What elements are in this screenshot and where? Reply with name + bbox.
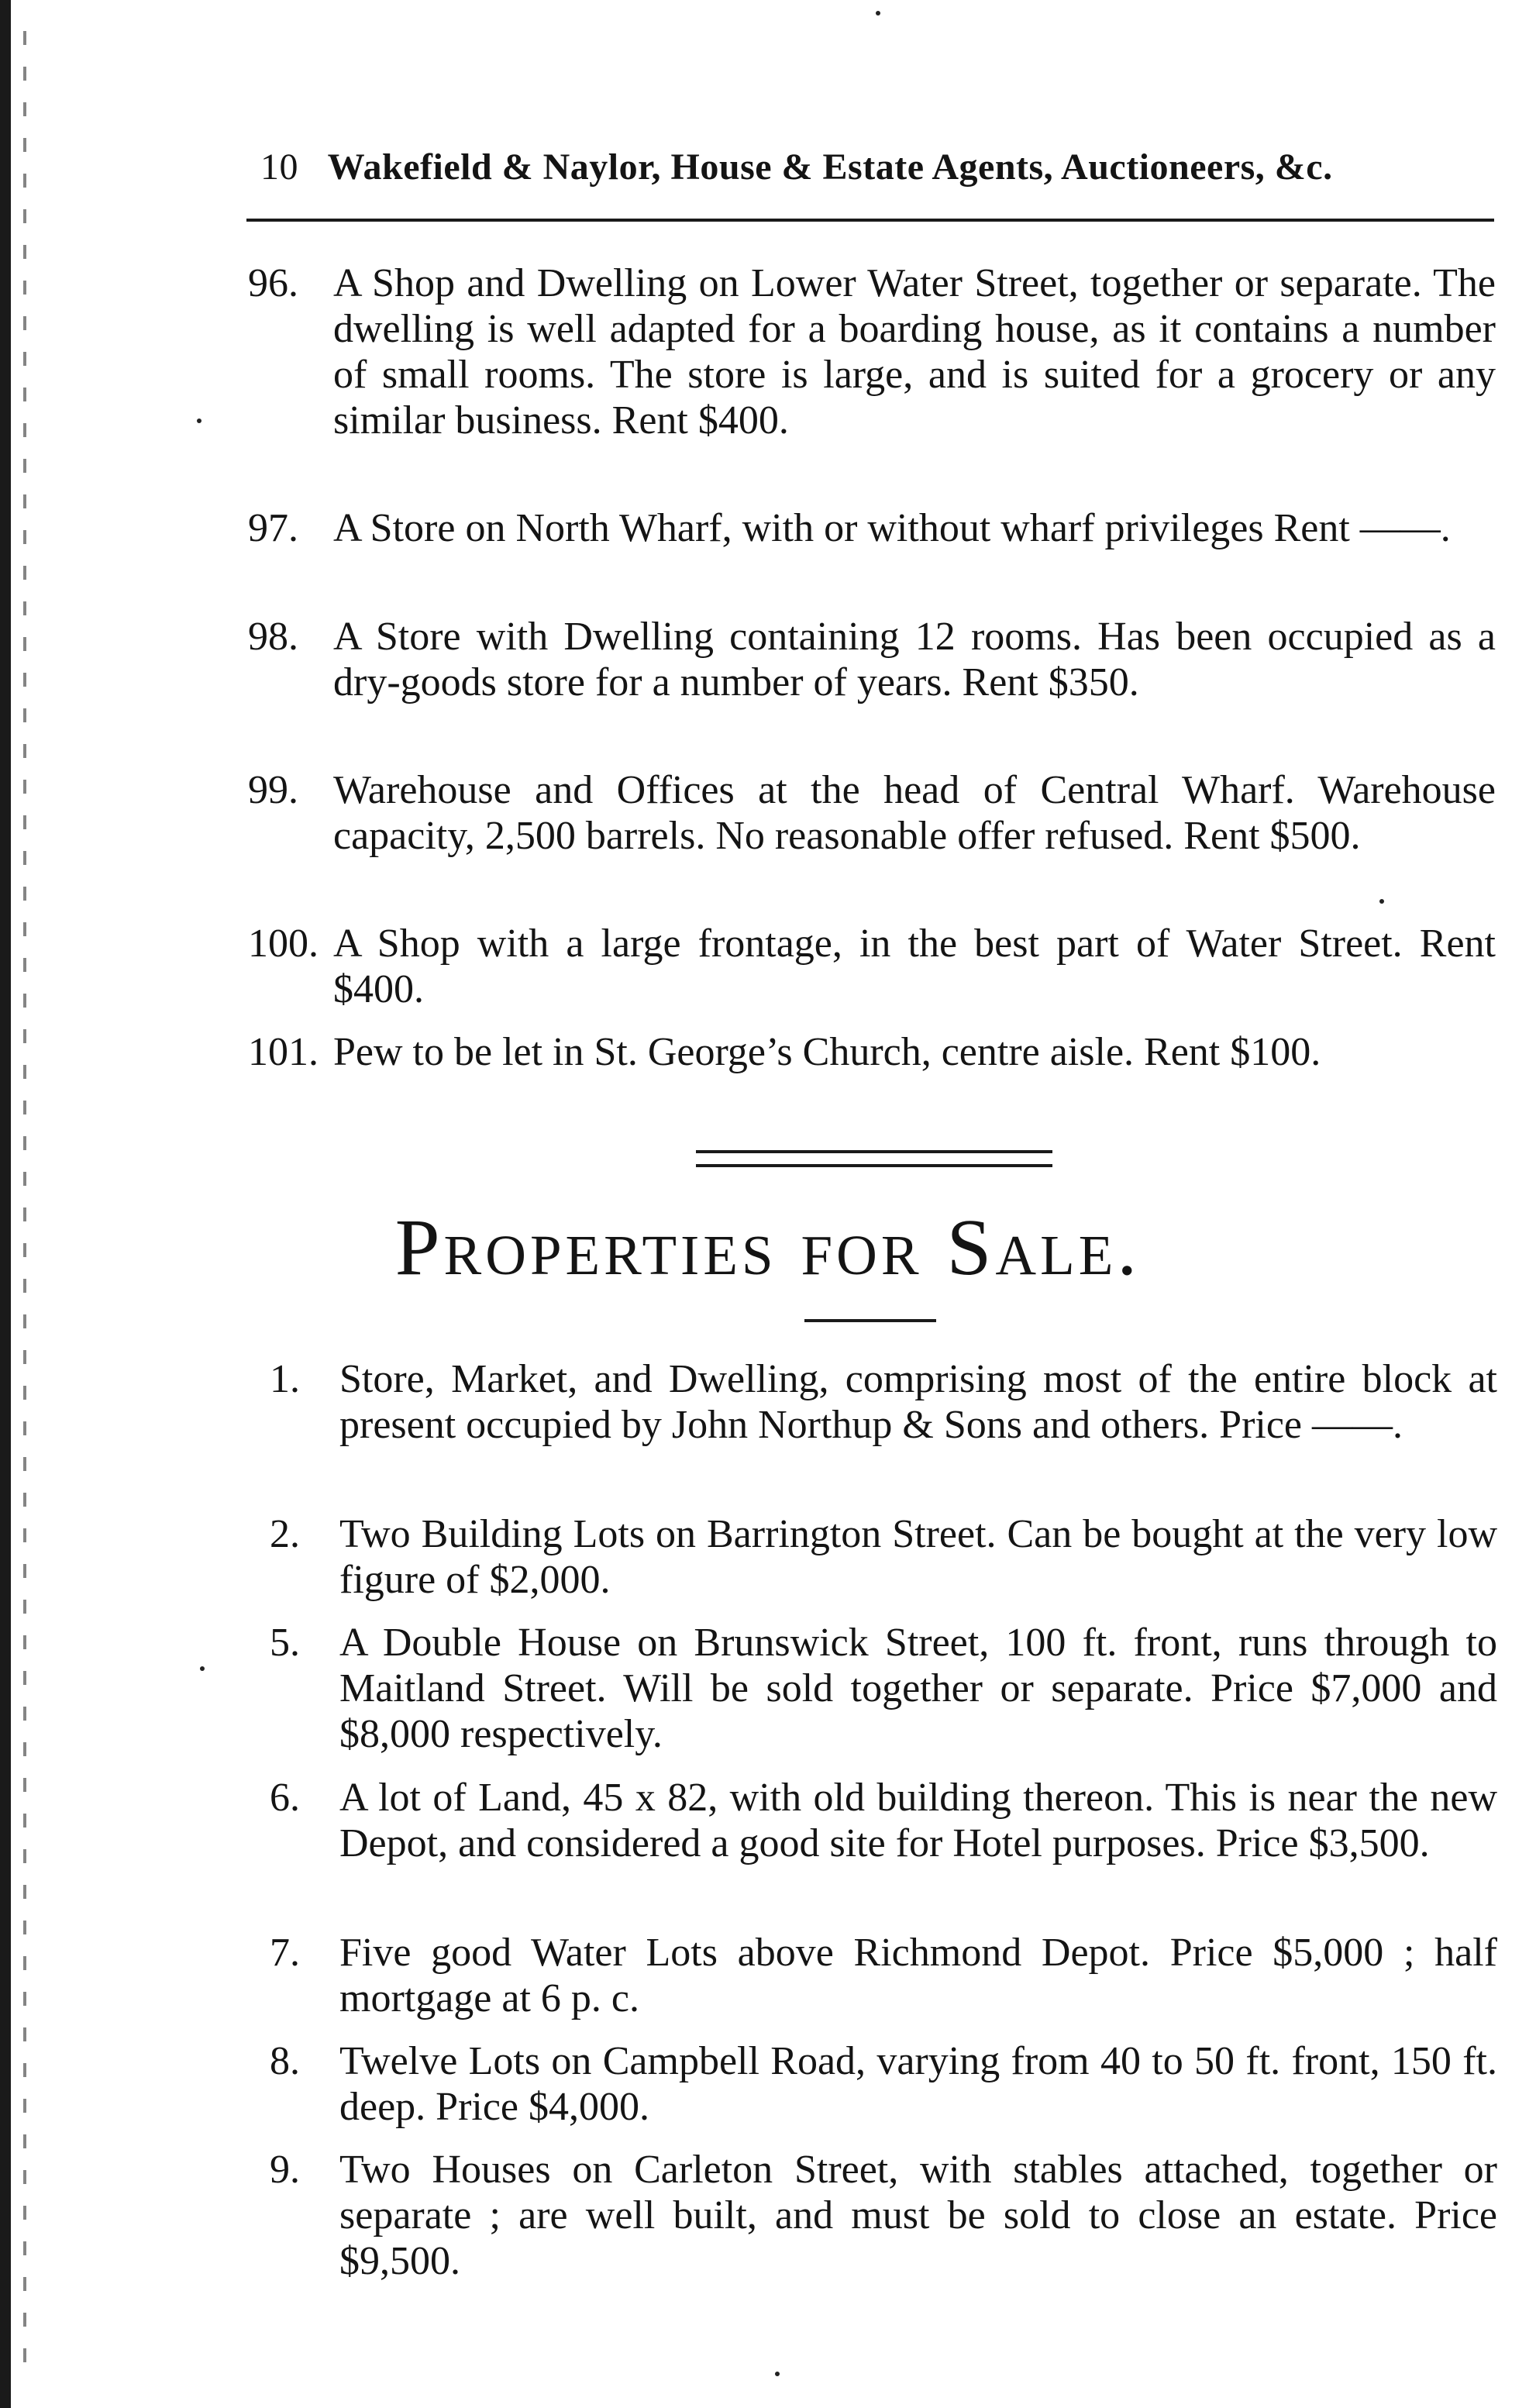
listing-text: Two Houses on Carleton Street, with stables attached, together or separate ; are well built, and must be sold to close an estate. Price $9,500.: [339, 2148, 1497, 2283]
listing-item: [270, 1620, 1497, 1757]
listing-item: [248, 614, 1496, 705]
listing-number: 97.: [248, 506, 298, 550]
running-title: Wakefield & Naylor, House & Estate Agents, Auctioneers, &c.: [327, 146, 1333, 188]
listing-text: A lot of Land, 45 x 82, with old building thereon. This is near the new Depot, and considered a good site for Hotel purposes. Price $3,500.: [339, 1776, 1497, 1865]
listing-number: 7.: [270, 1931, 300, 1975]
page-number: 10: [260, 146, 298, 188]
listing-number: 99.: [248, 768, 298, 812]
listing-text: Two Building Lots on Barrington Street. Can be bought at the very low figure of $2,000.: [339, 1512, 1497, 1602]
section-title: Properties for Sale.: [394, 1203, 1142, 1292]
page-header: [260, 146, 1500, 200]
listing-number: 101.: [248, 1030, 319, 1074]
listing-item: [270, 1511, 1497, 1603]
scan-speck: [1379, 899, 1384, 904]
listing-number: 100.: [248, 922, 319, 966]
section-divider: [696, 1150, 1052, 1167]
listing-number: 96.: [248, 261, 298, 305]
scan-speck: [775, 2372, 780, 2376]
listing-number: 98.: [248, 615, 298, 659]
listing-item: [270, 1930, 1497, 2021]
listing-item: [270, 1775, 1497, 1866]
listing-text: Pew to be let in St. George’s Church, centre aisle. Rent $100.: [333, 1030, 1321, 1074]
scan-speck: [876, 11, 880, 16]
listing-number: 6.: [270, 1776, 300, 1820]
scan-speck: [197, 419, 201, 423]
listing-item: [248, 921, 1496, 1012]
listing-number: 1.: [270, 1357, 300, 1401]
listing-number: 9.: [270, 2148, 300, 2192]
listing-item: [248, 505, 1496, 551]
listing-item: [248, 1029, 1496, 1075]
listing-text: A Store on North Wharf, with or without wharf privileges Rent ——.: [333, 506, 1451, 550]
listing-text: Store, Market, and Dwelling, comprising most of the entire block at present occupied by John Northup & Sons and others. Price ——.: [339, 1357, 1497, 1447]
scan-speck: [200, 1666, 205, 1671]
listing-text: A Store with Dwelling containing 12 rooms. Has been occupied as a dry-goods store for a number of years. Rent $350.: [333, 615, 1496, 704]
listing-number: 8.: [270, 2039, 300, 2083]
listing-text: Five good Water Lots above Richmond Depot. Price $5,000 ; half mortgage at 6 p. c.: [339, 1931, 1497, 2020]
listing-item: [270, 2038, 1497, 2130]
listing-text: A Shop with a large frontage, in the best part of Water Street. Rent $400.: [333, 922, 1496, 1011]
header-rule: [246, 219, 1494, 222]
listing-text: Twelve Lots on Campbell Road, varying from 40 to 50 ft. front, 150 ft. deep. Price $4,000.: [339, 2039, 1497, 2129]
listing-number: 5.: [270, 1621, 300, 1665]
listing-item: [248, 767, 1496, 859]
title-underline: [804, 1319, 936, 1322]
listing-item: [270, 2147, 1497, 2284]
listing-number: 2.: [270, 1512, 300, 1556]
listing-text: A Shop and Dwelling on Lower Water Street, together or separate. The dwelling is well adapted for a boarding house, as it contains a number of small rooms. The store is large, and is suited for a grocery or any similar business. Rent $400.: [333, 261, 1496, 443]
listing-text: A Double House on Brunswick Street, 100 ft. front, runs through to Maitland Street. Will be sold together or separate. Price $7,000 and $8,000 respectively.: [339, 1621, 1497, 1756]
listing-item: [248, 260, 1496, 443]
listing-item: [270, 1356, 1497, 1448]
listing-text: Warehouse and Offices at the head of Central Wharf. Warehouse capacity, 2,500 barrels. No reasonable offer refused. Rent $500.: [333, 768, 1496, 858]
